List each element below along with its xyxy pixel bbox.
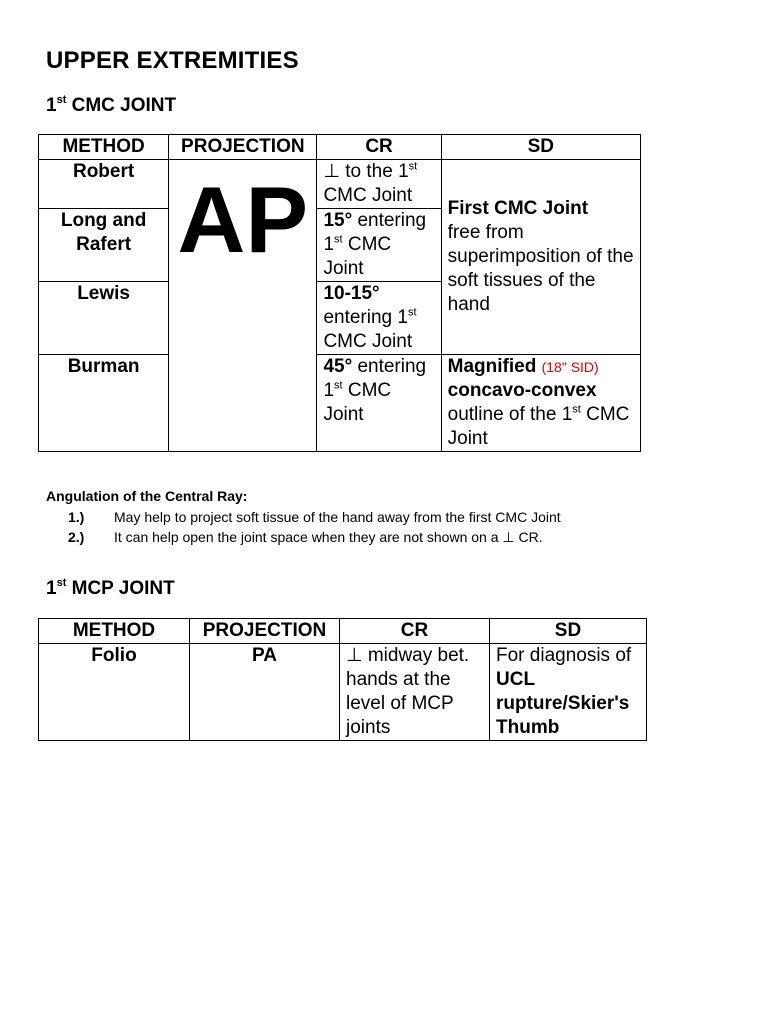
- method-cell: Folio: [39, 644, 190, 741]
- cr-text: CMC Joint: [323, 380, 392, 425]
- cr-superscript: st: [408, 160, 418, 173]
- header-cr: CR: [317, 135, 441, 160]
- list-item: [68, 509, 708, 527]
- header-projection: PROJECTION: [169, 135, 317, 160]
- cr-cell: [317, 160, 441, 209]
- list-item: [68, 529, 708, 547]
- heading-text: MCP JOINT: [66, 578, 175, 599]
- cr-text: entering 1: [323, 356, 427, 401]
- projection-ap: AP: [177, 167, 309, 272]
- cr-cell: [317, 355, 441, 452]
- list-text: It can help open the joint space when they are not shown on a ⊥ CR.: [114, 529, 543, 545]
- projection-cell: PA: [190, 644, 340, 741]
- mcp-section-heading: [46, 578, 175, 600]
- angulation-heading: Angulation of the Central Ray:: [46, 488, 248, 504]
- table-header-row: [39, 135, 641, 160]
- cr-superscript: st: [407, 306, 417, 319]
- table-row: [39, 160, 641, 209]
- list-number: 1.): [68, 509, 85, 525]
- heading-superscript: st: [56, 576, 67, 589]
- projection-cell: [169, 160, 317, 452]
- heading-number: 1: [46, 578, 57, 599]
- sd-cell: [490, 644, 647, 741]
- heading-text: CMC JOINT: [66, 95, 177, 116]
- heading-superscript: st: [56, 93, 67, 106]
- table-row: [39, 355, 641, 452]
- cr-text: CMC Joint: [323, 185, 413, 206]
- sd-text: For diagnosis of: [496, 645, 632, 666]
- sd-bold-text: First CMC Joint: [447, 198, 589, 219]
- cr-text: entering 1: [323, 210, 427, 255]
- cr-text: ⊥ to the 1: [323, 161, 409, 182]
- sd-cell: [441, 355, 640, 452]
- sd-superscript: st: [572, 403, 581, 416]
- header-method: METHOD: [39, 135, 169, 160]
- table-row: [39, 644, 647, 741]
- cr-text: entering 1: [323, 307, 408, 328]
- cr-bold-angle: 10-15°: [323, 283, 380, 304]
- sd-cell: [441, 160, 640, 355]
- list-text: May help to project soft tissue of the hand away from the first CMC Joint: [114, 509, 561, 525]
- sd-text: CMC Joint: [447, 404, 630, 449]
- header-cr: CR: [340, 619, 490, 644]
- sid-note: (18" SID): [541, 359, 599, 375]
- sd-text: free from superimposition of the soft tissues of the hand: [447, 222, 634, 315]
- cr-text: CMC Joint: [323, 234, 392, 279]
- sd-bold-text: Magnified: [447, 356, 537, 377]
- cr-cell: ⊥ midway bet. hands at the level of MCP joints: [340, 644, 490, 741]
- cmc-joint-table: [38, 134, 641, 452]
- cr-bold-angle: 45°: [323, 356, 353, 377]
- table-header-row: [39, 619, 647, 644]
- list-number: 2.): [68, 529, 85, 545]
- header-method: METHOD: [39, 619, 190, 644]
- cr-bold-angle: 15°: [323, 210, 353, 231]
- cr-text: CMC Joint: [323, 331, 413, 352]
- sd-bold-text: concavo-convex: [447, 380, 597, 401]
- cmc-section-heading: [46, 95, 176, 117]
- cr-cell: [317, 209, 441, 282]
- sd-text: outline of the 1: [447, 404, 573, 425]
- method-cell: Burman: [39, 355, 169, 452]
- header-projection: PROJECTION: [190, 619, 340, 644]
- cr-superscript: st: [334, 379, 343, 392]
- heading-number: 1: [46, 95, 57, 116]
- sd-bold-text: UCL rupture/Skier's Thumb: [496, 669, 630, 738]
- header-sd: SD: [441, 135, 640, 160]
- method-cell: Lewis: [39, 282, 169, 355]
- mcp-joint-table: [38, 618, 647, 741]
- method-cell: Long and Rafert: [39, 209, 169, 282]
- cr-superscript: st: [334, 233, 343, 246]
- cr-cell: [317, 282, 441, 355]
- method-cell: Robert: [39, 160, 169, 209]
- header-sd: SD: [490, 619, 647, 644]
- page-title: UPPER EXTREMITIES: [46, 47, 299, 74]
